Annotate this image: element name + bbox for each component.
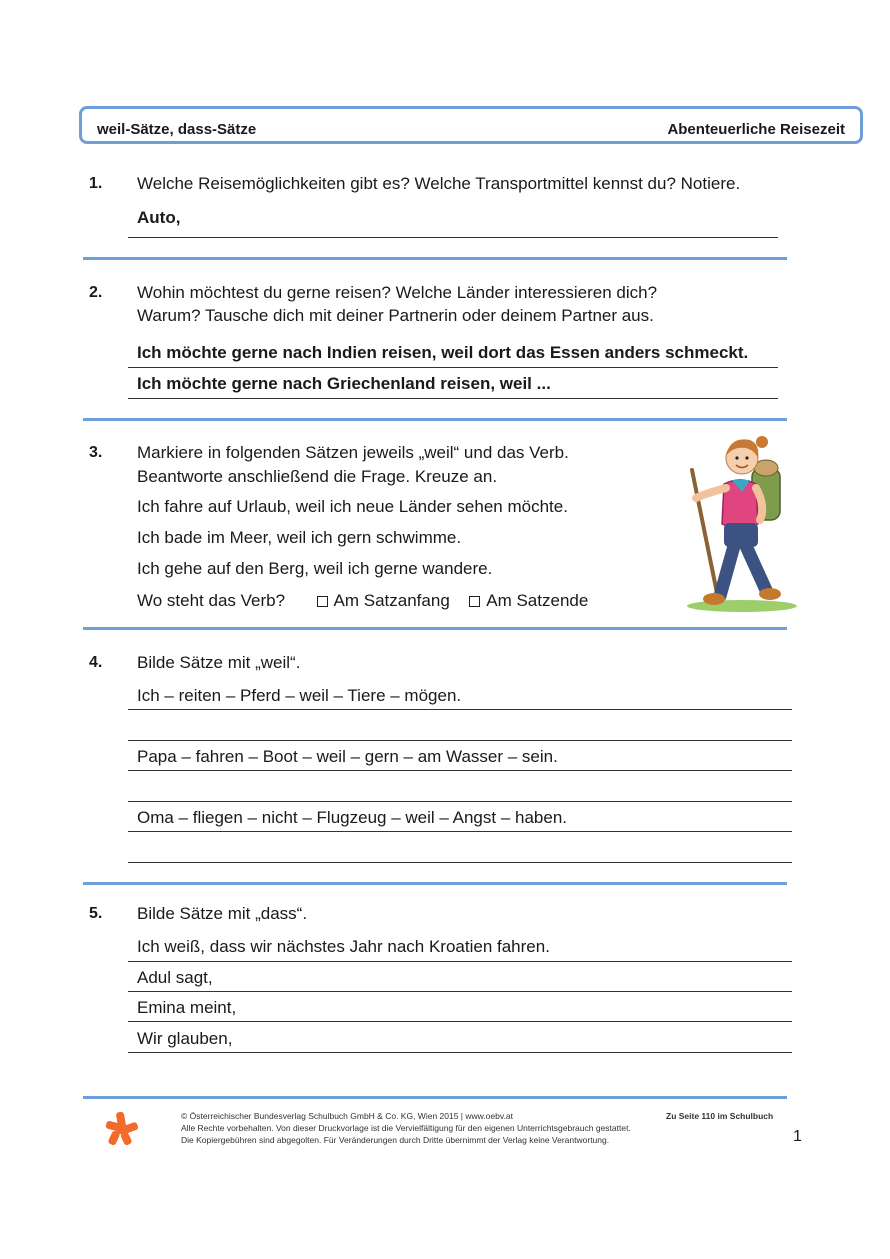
task-4-instruction: Bilde Sätze mit „weil“.	[137, 653, 301, 672]
copyright-line-1: © Österreichischer Bundesverlag Schulbuch GmbH & Co. KG, Wien 2015 | www.oebv.at	[181, 1111, 513, 1121]
task-5-prompt-1: Adul sagt,	[137, 968, 213, 987]
textbook-reference: Zu Seite 110 im Schulbuch	[666, 1111, 774, 1121]
answer-line[interactable]	[128, 1052, 792, 1053]
answer-line[interactable]	[128, 961, 792, 962]
task-2-answer-1: Ich möchte gerne nach Indien reisen, weil dort das Essen anders schmeckt.	[137, 343, 749, 362]
answer-line[interactable]	[128, 398, 778, 399]
task-5-instruction: Bilde Sätze mit „dass“.	[137, 904, 308, 923]
task-3-sentence-3[interactable]: Ich gehe auf den Berg, weil ich gerne wandere.	[137, 559, 493, 578]
task-3-instruction-line-1: Markiere in folgenden Sätzen jeweils „weil“ und das Verb.	[137, 443, 569, 462]
task-3-instruction-line-2: Beantworte anschließend die Frage. Kreuze an.	[137, 467, 498, 486]
answer-line[interactable]	[128, 237, 778, 238]
answer-line[interactable]	[128, 831, 792, 832]
section-divider	[83, 418, 787, 421]
task-4-prompt-3: Oma – fliegen – nicht – Flugzeug – weil – Angst – haben.	[137, 808, 567, 827]
option-label: Am Satzanfang	[333, 591, 450, 610]
task-5-example: Ich weiß, dass wir nächstes Jahr nach Kroatien fahren.	[137, 937, 550, 956]
task-3-number: 3.	[89, 444, 103, 461]
option-label: Am Satzende	[486, 591, 589, 610]
copyright-line-3: Die Kopiergebühren sind abgegolten. Für Veränderungen durch Dritte übernimmt der Verlag keine Verantwortung.	[181, 1135, 610, 1145]
option-satzende[interactable]	[469, 591, 588, 610]
worksheet-topic: weil-Sätze, dass-Sätze	[97, 121, 257, 138]
answer-line[interactable]	[128, 801, 792, 802]
publisher-logo	[104, 1110, 140, 1146]
answer-line[interactable]	[128, 367, 778, 368]
task-1-number: 1.	[89, 175, 103, 192]
task-2-instruction-line-2: Warum? Tausche dich mit deiner Partnerin oder deinem Partner aus.	[137, 306, 654, 325]
task-3-sentence-1[interactable]: Ich fahre auf Urlaub, weil ich neue Länder sehen möchte.	[137, 497, 568, 516]
checkbox-icon[interactable]	[469, 596, 480, 607]
task-5-prompt-3: Wir glauben,	[137, 1029, 233, 1048]
answer-line[interactable]	[128, 740, 792, 741]
task-2-answer-2: Ich möchte gerne nach Griechenland reisen, weil ...	[137, 374, 551, 393]
page-number: 1	[793, 1128, 802, 1145]
footer-divider	[83, 1096, 787, 1099]
task-4-number: 4.	[89, 654, 103, 671]
copyright-line-2: Alle Rechte vorbehalten. Von dieser Druckvorlage ist die Vervielfältigung für den eigenen Unterrichtsgebrauch gestattet.	[181, 1123, 631, 1133]
answer-line[interactable]	[128, 991, 792, 992]
option-satzanfang[interactable]	[317, 591, 450, 610]
task-1-instruction: Welche Reisemöglichkeiten gibt es? Welche Transportmittel kennst du? Notiere.	[137, 174, 741, 193]
task-3-question-row	[137, 589, 588, 613]
task-3-sentence-2[interactable]: Ich bade im Meer, weil ich gern schwimme.	[137, 528, 462, 547]
section-divider	[83, 257, 787, 260]
checkbox-icon[interactable]	[317, 596, 328, 607]
section-divider	[83, 882, 787, 885]
answer-line[interactable]	[128, 770, 792, 771]
task-2-number: 2.	[89, 284, 103, 301]
answer-line[interactable]	[128, 709, 792, 710]
worksheet-header	[79, 106, 863, 144]
task-5-prompt-2: Emina meint,	[137, 998, 237, 1017]
task-4-prompt-2: Papa – fahren – Boot – weil – gern – am Wasser – sein.	[137, 747, 558, 766]
task-1-answer: Auto,	[137, 208, 181, 227]
answer-line[interactable]	[128, 1021, 792, 1022]
worksheet-title: Abenteuerliche Reisezeit	[667, 121, 845, 138]
section-divider	[83, 627, 787, 630]
answer-line[interactable]	[128, 862, 792, 863]
task-4-prompt-1: Ich – reiten – Pferd – weil – Tiere – mögen.	[137, 686, 462, 705]
task-2-instruction-line-1: Wohin möchtest du gerne reisen? Welche Länder interessieren dich?	[137, 283, 658, 302]
hiker-illustration	[680, 428, 805, 613]
task-3-question: Wo steht das Verb?	[137, 591, 286, 610]
task-5-number: 5.	[89, 905, 103, 922]
